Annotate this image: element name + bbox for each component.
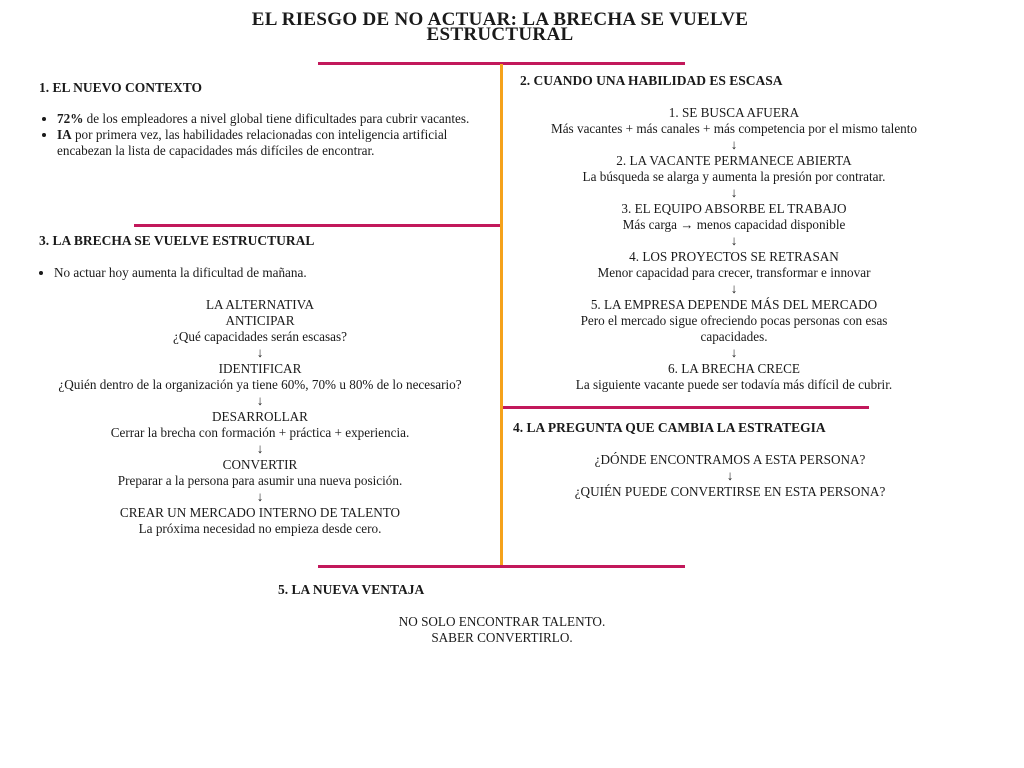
section1-heading: 1. EL NUEVO CONTEXTO [39,80,203,95]
statement-line: SABER CONVERTIRLO. [431,630,573,645]
section3-list [36,265,494,281]
arrow-down-icon: ↓ [726,468,734,483]
alternative-title: LA ALTERNATIVA [205,297,315,312]
section5-statement [302,614,702,646]
step-title: 3. EL EQUIPO ABSORBE EL TRABAJO [621,201,847,216]
step-title: 1. SE BUSCA AFUERA [668,105,800,120]
statement-line: NO SOLO ENCONTRAR TALENTO. [398,614,606,629]
step-desc: La siguiente vacante puede ser todavía más difícil de cubrir. [575,377,893,392]
step-desc: ¿Qué capacidades serán escasas? [173,329,347,344]
step-title: CREAR UN MERCADO INTERNO DE TALENTO [119,505,401,520]
arrow-down-icon: ↓ [256,345,264,360]
step-desc: Menor capacidad para crecer, transformar e innovar [597,265,871,280]
step-desc: La búsqueda se alarga y aumenta la presión por contratar. [582,169,886,184]
list-item: • No actuar hoy aumenta la dificultad de mañana. [54,265,494,281]
section4-heading: 4. LA PREGUNTA QUE CAMBIA LA ESTRATEGIA [513,420,826,435]
question-where: ¿DÓNDE ENCONTRAMOS A ESTA PERSONA? [594,452,866,467]
step-desc: Cerrar la brecha con formación + práctica + experiencia. [110,425,410,440]
step-title: ANTICIPAR [225,313,295,328]
arrow-down-icon: ↓ [730,233,738,248]
question-who: ¿QUIÉN PUEDE CONVERTIRSE EN ESTA PERSONA? [574,484,886,499]
step-desc: ¿Quién dentro de la organización ya tiene 60%, 70% u 80% de lo necesario? [58,377,462,392]
section3-heading: 3. LA BRECHA SE VUELVE ESTRUCTURAL [39,233,315,248]
page-title: EL RIESGO DE NO ACTUAR: LA BRECHA SE VUELVE ESTRUCTURAL [251,9,749,45]
step-title: CONVERTIR [222,457,298,472]
section4-questions [500,452,960,500]
step-desc: Más carga → menos capacidad disponible [622,217,846,232]
arrow-down-icon: ↓ [256,393,264,408]
arrow-down-icon: ↓ [730,185,738,200]
list-item: • IA por primera vez, las habilidades relacionadas con inteligencia artificial encabezan la lista de capacidades más difíciles de encontrar. [57,127,502,159]
arrow-down-icon: ↓ [730,281,738,296]
step-desc: Pero el mercado sigue ofreciendo pocas personas con esas capacidades. [580,313,888,344]
section4-divider [503,406,869,409]
step-title: DESARROLLAR [212,409,308,424]
step-title: 5. LA EMPRESA DEPENDE MÁS DEL MERCADO [590,297,878,312]
arrow-down-icon: ↓ [256,441,264,456]
step-title: 4. LOS PROYECTOS SE RETRASAN [629,249,839,264]
bottom-divider [318,565,685,568]
section3-divider [134,224,500,227]
list-item: • 72% de los empleadores a nivel global tiene dificultades para cubrir vacantes. [57,111,502,127]
section3-flow [40,297,480,537]
step-title: IDENTIFICAR [218,361,302,376]
step-desc: La próxima necesidad no empieza desde cero. [138,521,382,536]
step-desc: Más vacantes + más canales + más competencia por el mismo talento [550,121,918,136]
arrow-down-icon: ↓ [730,137,738,152]
arrow-down-icon: ↓ [256,489,264,504]
step-desc: Preparar a la persona para asumir una nueva posición. [117,473,403,488]
arrow-down-icon: ↓ [730,345,738,360]
section2-heading: 2. CUANDO UNA HABILIDAD ES ESCASA [520,73,783,88]
step-title: 6. LA BRECHA CRECE [668,361,800,376]
section5-heading: 5. LA NUEVA VENTAJA [278,582,425,597]
section1-list [39,111,502,159]
section2-flow [512,105,956,393]
step-title: 2. LA VACANTE PERMANECE ABIERTA [616,153,852,168]
